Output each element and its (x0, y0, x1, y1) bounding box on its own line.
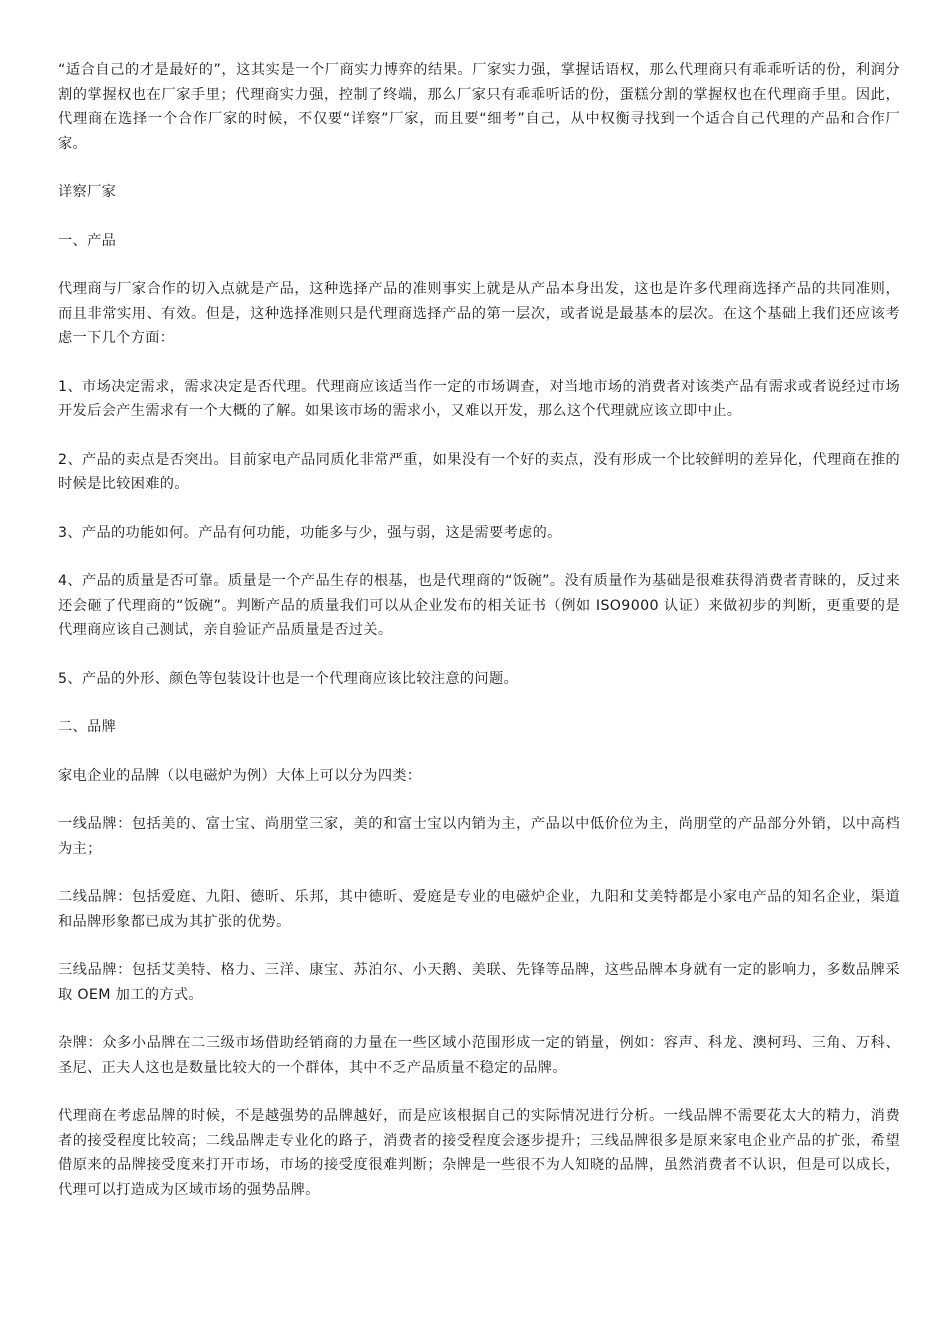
subheading-product: 一、产品 (58, 232, 117, 249)
subheading-brand: 二、品牌 (58, 719, 117, 735)
brand-tier-1: 一线品牌：包括美的、富士宝、尚朋堂三家，美的和富士宝以内销为主，产品以中低价位为主，尚朋堂的产品部分外销，以中高档为主； (58, 816, 900, 857)
brand-conclusion-paragraph: 代理商在考虑品牌的时候，不是越强势的品牌越好，而是应该根据自己的实际情况进行分析。一线品牌不需要花太大的精力，消费者的接受程度比较高；二线品牌走专业化的路子，消费者的接受程度会逐步提升；三线品牌很多是原来家电企业产品的扩张，希望借原来的品牌接受度来打开市场，市场的接受度很难判断；杂牌是一些很不为人知晓的品牌，虽然消费者不认识，但是可以成长，代理可以打造成为区域市场的强势品牌。 (58, 1108, 900, 1198)
product-point-4: 4、产品的质量是否可靠。质量是一个产品生存的根基，也是代理商的“饭碗”。没有质量作为基础是很难获得消费者青睐的，反过来还会砸了代理商的“饭碗”。判断产品的质量我们可以从企业发布的相关证书（例如 ISO9000 认证）来做初步的判断，更重要的是代理商应该自己测试，亲自验证产品质量是否过关。 (58, 573, 900, 638)
brand-tier-2: 二线品牌：包括爱庭、九阳、德昕、乐邦，其中德昕、爱庭是专业的电磁炉企业，九阳和艾美特都是小家电产品的知名企业，渠道和品牌形象都已成为其扩张的优势。 (58, 889, 900, 930)
product-point-3: 3、产品的功能如何。产品有何功能，功能多与少，强与弱，这是需要考虑的。 (58, 524, 562, 541)
product-intro-paragraph: 代理商与厂家合作的切入点就是产品，这种选择产品的准则事实上就是从产品本身出发，这也是许多代理商选择产品的共同准则，而且非常实用、有效。但是，这种选择准则只是代理商选择产品的第一层次，或者说是最基本的层次。在这个基础上我们还应该考虑一下几个方面： (58, 281, 900, 346)
product-point-5: 5、产品的外形、颜色等包装设计也是一个代理商应该比较注意的问题。 (58, 670, 519, 687)
product-point-2: 2、产品的卖点是否突出。目前家电产品同质化非常严重，如果没有一个好的卖点，没有形成一个比较鲜明的差异化，代理商在推的时候是比较困难的。 (58, 451, 900, 492)
product-point-1: 1、市场决定需求，需求决定是否代理。代理商应该适当作一定的市场调查，对当地市场的消费者对该类产品有需求或者说经过市场开发后会产生需求有一个大概的了解。如果该市场的需求小，又难以开发，那么这个代理就应该立即中止。 (58, 378, 900, 419)
brand-intro-paragraph: 家电企业的品牌（以电磁炉为例）大体上可以分为四类： (58, 767, 422, 784)
brand-misc: 杂牌：众多小品牌在二三级市场借助经销商的力量在一些区域小范围形成一定的销量，例如：容声、科龙、澳柯玛、三角、万科、圣尼、正夫人这也是数量比较大的一个群体，其中不乏产品质量不稳定的品牌。 (58, 1035, 900, 1076)
intro-paragraph: “适合自己的才是最好的”，这其实是一个厂商实力博弈的结果。厂家实力强，掌握话语权，那么代理商只有乖乖听话的份，利润分割的掌握权也在厂家手里；代理商实力强，控制了终端，那么厂家只有乖乖听话的份，蛋糕分割的掌握权也在代理商手里。因此，代理商在选择一个合作厂家的时候，不仅要“详察”厂家，而且要“细考”自己，从中权衡寻找到一个适合自己代理的产品和合作厂家。 (58, 62, 900, 152)
brand-tier-3: 三线品牌：包括艾美特、格力、三洋、康宝、苏泊尔、小天鹅、美联、先锋等品牌，这些品牌本身就有一定的影响力，多数品牌采取 OEM 加工的方式。 (58, 962, 900, 1003)
section-heading-inspect-manufacturer: 详察厂家 (58, 184, 117, 200)
